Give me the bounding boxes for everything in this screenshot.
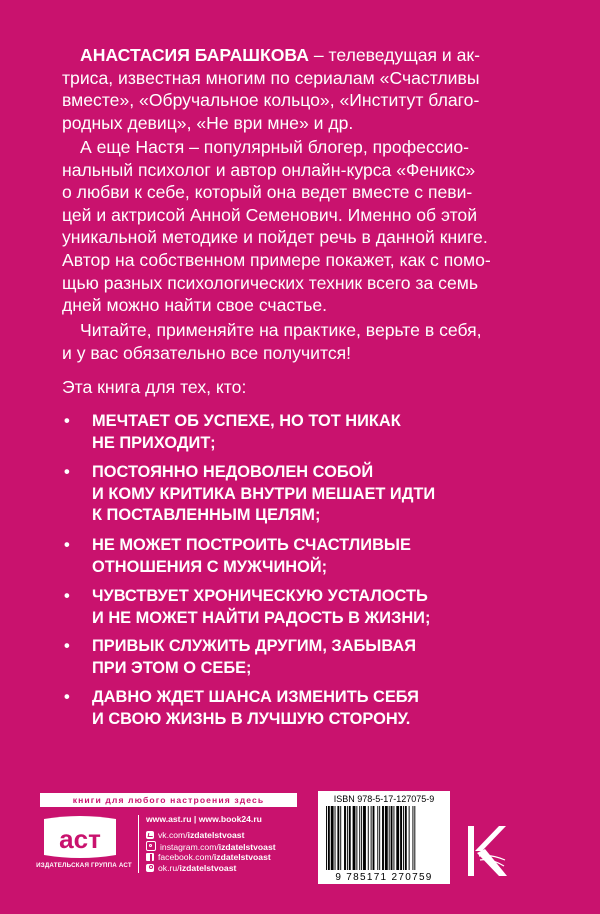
ast-logo-text: аст — [59, 824, 101, 854]
social-link-vk[interactable]: vk.com/izdatelstvoast — [146, 830, 244, 841]
bullet-icon: • — [64, 412, 70, 430]
for-whom-heading: Эта книга для тех, кто: — [62, 377, 247, 397]
bullet-icon: • — [64, 688, 70, 706]
closing-paragraph: Читайте, применяйте на практике, верьте в себя, и у вас обязательно все получится! — [62, 320, 482, 363]
author-name: АНАСТАСИЯ БАРАШКОВА — [80, 45, 309, 65]
intro-paragraph: АНАСТАСИЯ БАРАШКОВА – телеведущая и ак- триса, известная многим по сериалам «Счастливы вместе», «Обручальное кольцо», «Институт благо- родных девиц», «Не ври мне» и др. — [62, 45, 480, 133]
websites: www.ast.ru | www.book24.ru — [146, 814, 262, 824]
social-link-ok[interactable]: ok.ru/izdatelstvoast — [146, 863, 236, 874]
about-paragraph: А еще Настя – популярный блогер, профессио- нальный психолог и автор онлайн-курса «Феникс» о любви к себе, который она ведет вместе с певи- цей и актрисой Анной Семенович. Именно об этой уникальной методике и пойдет речь в данной книге. Автор на собственном примере покажет, как с помо- щью разных психологических техник всего за семь дней можно найти свое счастье. — [62, 137, 491, 316]
barcode-icon — [326, 806, 444, 870]
bullet-icon: • — [64, 637, 70, 655]
facebook-icon — [146, 853, 154, 861]
site-link-book24[interactable]: www.book24.ru — [198, 814, 262, 824]
barcode-box — [318, 791, 450, 884]
bullet-icon: • — [64, 463, 70, 481]
barcode-digits: 9 785171 270759 — [335, 872, 433, 883]
bullet-icon: • — [64, 587, 70, 605]
book-back-cover: АНАСТАСИЯ БАРАШКОВА – телеведущая и ак- триса, известная многим по сериалам «Счастливы вместе», «Обручальное кольцо», «Институт благо- родных девиц», «Не ври мне» и др. А еще Настя – популярный блогер, профессио- нальный психолог и автор онлайн-курса «Феникс» о любви к себе, который она ведет вместе с певи- цей и актрисой Анной Семенович. Именно об этой уникальной методике и пойдет речь в данной книге. Автор на собственном примере покажет, как с помо- щью разных психологических техник всего за семь дней можно найти свое счастье. Читайте, применяйте на практике, верьте в себя, и у вас обязательно все получится! Эта книга для тех, кто: • МЕЧТАЕТ ОБ УСПЕХЕ, НО ТОТ НИКАК НЕ ПРИХОДИТ; • ПОСТОЯННО НЕДОВОЛЕН СОБОЙ И КОМУ КРИТИКА ВНУТРИ МЕШАЕТ ИДТИ К ПОСТАВЛЕННЫМ ЦЕЛЯМ; • НЕ МОЖЕТ ПОСТРОИТЬ СЧАСТЛИВЫЕ ОТНОШЕНИЯ С МУЖЧИНОЙ; • ЧУВСТВУЕТ ХРОНИЧЕСКУЮ УСТАЛОСТЬ И НЕ МОЖЕТ НАЙТИ РАДОСТЬ В ЖИЗНИ; • ПРИВЫК СЛУЖИТЬ ДРУГИМ, ЗАБЫВАЯ ПРИ ЭТОМ О СЕБЕ; • ДАВНО ЖДЕТ ШАНСА ИЗМЕНИТЬ СЕБЯ И СВОЮ ЖИЗНЬ В ЛУЧШУЮ СТОРОНУ. книги для любого настроения здесь аст ИЗДАТЕЛЬСКАЯ ГРУППА АСТ www.ast.ru | www.book24.ru vk.com/izdatelstvoast instagram.com/izdatelstvoast facebook.com/izdatelstvoast ok.ru/izdatelstvoast ISBN 978-5-17-127075-9 9 785171 270759 — [0, 0, 600, 914]
social-link-facebook[interactable]: facebook.com/izdatelstvoast — [146, 852, 271, 863]
isbn-number: ISBN 978-5-17-127075-9 — [333, 794, 435, 804]
social-link-instagram[interactable]: instagram.com/izdatelstvoast — [146, 841, 276, 852]
instagram-icon — [146, 841, 156, 851]
ok-icon — [146, 864, 154, 872]
ast-logo-icon — [40, 815, 120, 867]
bullet-icon: • — [64, 536, 70, 554]
divider — [138, 815, 139, 873]
publisher-name: ИЗДАТЕЛЬСКАЯ ГРУППА АСТ — [36, 862, 132, 869]
site-link-ast[interactable]: www.ast.ru — [146, 814, 192, 824]
k-publisher-logo-icon — [465, 820, 510, 882]
tagline-bar: книги для любого настроения здесь — [40, 793, 297, 807]
vk-icon — [146, 831, 154, 839]
